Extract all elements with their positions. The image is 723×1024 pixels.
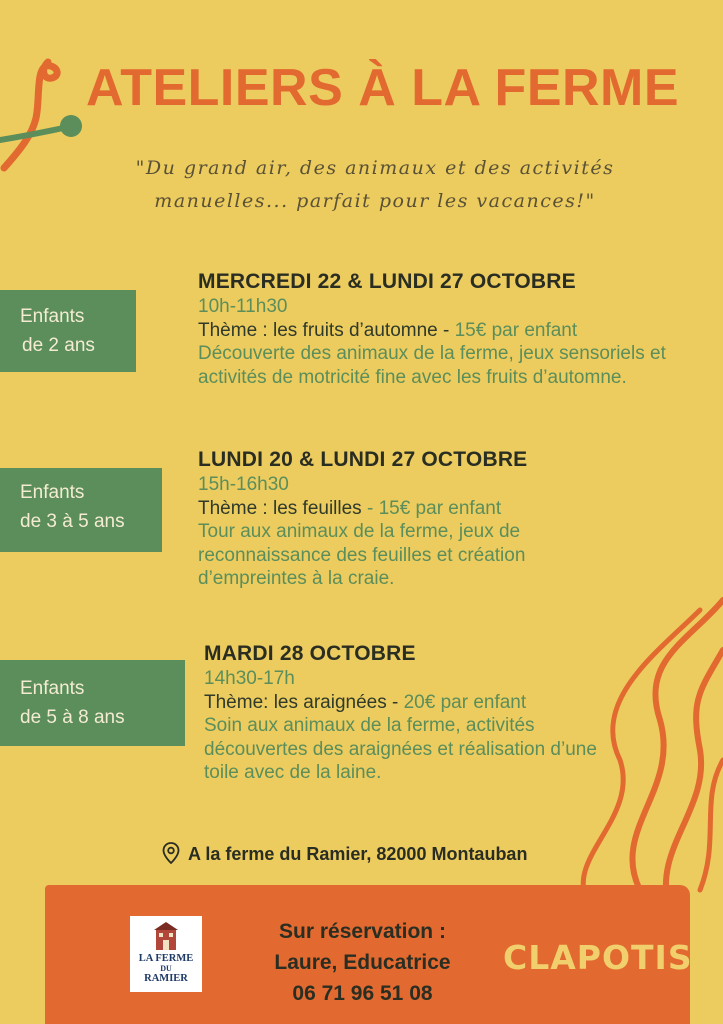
session-time: 10h-11h30 — [198, 296, 288, 317]
logo-line-3: RAMIER — [144, 973, 188, 984]
session-price: 15€ par enfant — [454, 319, 578, 341]
session-price: - 15€ par enfant — [366, 497, 502, 519]
contact-block — [230, 916, 495, 1009]
quote — [80, 152, 670, 218]
session-date: LUNDI 20 & LUNDI 27 OCTOBRE — [198, 448, 528, 471]
session-2 — [198, 446, 678, 591]
age-tag-line-2: de 3 à 5 ans — [20, 511, 125, 532]
age-tag-line-2: de 5 à 8 ans — [20, 707, 125, 728]
contact-line-2: Laure, Educatrice — [274, 951, 451, 974]
session-3 — [204, 640, 684, 785]
session-price: 20€ par enfant — [403, 691, 527, 713]
quote-line-2: manuelles... parfait pour les vacances!" — [154, 190, 596, 212]
age-tag-2-ans — [0, 290, 136, 372]
page-title: ATELIERS À LA FERME — [86, 59, 680, 117]
session-description: Tour aux animaux de la ferme, jeux de reconnaissance des feuilles et création d’empreintes à la craie. — [198, 521, 526, 589]
ferme-du-ramier-logo — [130, 916, 202, 992]
age-tag-5-8-ans — [0, 660, 185, 746]
age-tag-line-2: de 2 ans — [22, 335, 95, 356]
session-time: 14h30-17h — [204, 668, 295, 689]
session-theme: Thème: les araignées - — [204, 691, 404, 713]
quote-line-1: "Du grand air, des animaux et des activités — [135, 157, 615, 179]
clapotis-logo: CLAPOTIS — [503, 938, 693, 977]
contact-line-1: Sur réservation : — [279, 920, 446, 943]
session-1 — [198, 268, 678, 389]
session-theme: Thème : les fruits d’automne - — [198, 319, 455, 341]
age-tag-line-1: Enfants — [20, 678, 85, 699]
logo-line-2: DU — [160, 964, 172, 973]
session-description: Soin aux animaux de la ferme, activités découvertes des araignées et réalisation d’une toile avec de la laine. — [204, 715, 597, 783]
contact-phone: 06 71 96 51 08 — [292, 982, 433, 1005]
age-tag-line-1: Enfants — [20, 306, 85, 327]
farm-building-icon — [152, 921, 180, 951]
location-pin-icon — [162, 842, 180, 870]
session-date: MERCREDI 22 & LUNDI 27 OCTOBRE — [198, 270, 576, 293]
session-time: 15h-16h30 — [198, 474, 289, 495]
age-tag-line-1: Enfants — [20, 482, 85, 503]
session-date: MARDI 28 OCTOBRE — [204, 642, 416, 665]
logo-line-1: LA FERME — [138, 953, 194, 964]
session-description: Découverte des animaux de la ferme, jeux sensoriels et activités de motricité fine avec les fruits d’automne. — [198, 343, 666, 388]
location-text: A la ferme du Ramier, 82000 Montauban — [188, 844, 528, 864]
age-tag-3-5-ans — [0, 468, 162, 552]
location — [162, 842, 527, 870]
session-theme: Thème : les feuilles — [198, 497, 367, 519]
